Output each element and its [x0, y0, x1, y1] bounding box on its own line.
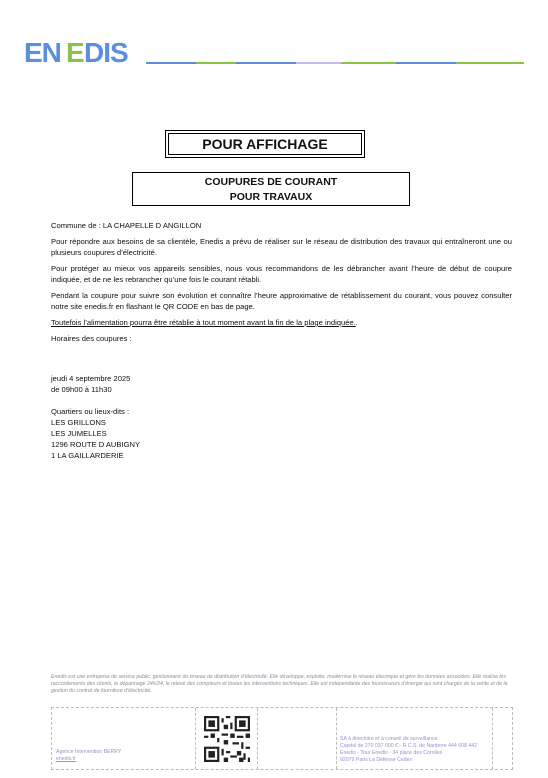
company-line: 92079 Paris La Défense Cedex — [340, 757, 413, 763]
quartier-item: LES JUMELLES — [51, 429, 107, 438]
enedis-logo — [24, 36, 144, 68]
subtitle-line-1: COUPURES DE COURANT — [204, 176, 338, 188]
qr-code-icon[interactable] — [204, 716, 250, 762]
paragraph-1: Pour répondre aux besoins de sa clientèle, Enedis a prévu de réaliser sur le réseau de distribution des travaux qui entraîneront une ou plusieurs coupures d’électricité. — [51, 237, 512, 257]
svg-text:EN: EN — [24, 37, 61, 68]
quartier-item: LES GRILLONS — [51, 418, 106, 427]
paragraph-3: Pendant la coupure pour suivre son évolution et connaître l’heure approximative de rétablissement du courant, vous pouvez consulter notre site enedis.fr en flashant le QR CODE en bas de page. — [51, 291, 512, 311]
commune: Commune de : LA CHAPELLE D ANGILLON — [51, 221, 202, 230]
schedule-date: jeudi 4 septembre 2025 — [51, 374, 131, 383]
subtitle-frame — [132, 172, 410, 206]
schedule-time: de 09h00 à 11h30 — [51, 385, 112, 394]
notice-paragraph — [51, 317, 512, 328]
quartiers-label: Quartiers ou lieux-dits : — [51, 407, 130, 416]
svg-text:E: E — [66, 37, 84, 68]
quartier-item: 1 LA GAILLARDERIE — [51, 451, 124, 460]
footer-disclaimer: Enedis est une entreprise de service public, gestionnaire du réseau de distribution d’électricité. Elle développe, exploite, modernise le réseau électrique et gère les données associées. Elle réalise les raccordements des clients, le dépannage 24h/24, le relevé des compteurs et toutes les interventions techniques. Elle est indépendante des fournisseurs d’énergie qui sont chargés de la vente et de la gestion du contrat de fourniture d’électricité. — [51, 674, 508, 694]
company-line: SA à directoire et à conseil de surveillance — [340, 736, 438, 742]
subtitle-line-2: POUR TRAVAUX — [229, 191, 313, 203]
quartier-item: 1296 ROUTE D AUBIGNY — [51, 440, 141, 449]
notice-end: . — [355, 318, 358, 327]
agency-info — [56, 749, 121, 763]
horaires-label: Horaires des coupures : — [51, 334, 132, 343]
title-frame — [165, 130, 365, 158]
footer-divider — [257, 708, 258, 769]
notice-text: Toutefois l’alimentation pourra être rétablie à tout moment avant la fin de la plage indiquée. — [51, 318, 356, 327]
agency-name: Agence Intervention BERRY — [56, 749, 122, 755]
paragraph-2: Pour protéger au mieux vos appareils sensibles, nous vous recommandons de les débrancher avant l’heure de début de coupure indiquée, et de ne les rebrancher qu’une fois le courant rétabli. — [51, 264, 512, 284]
agency-site[interactable]: enedis.fr — [56, 756, 76, 762]
footer-divider — [336, 708, 337, 769]
quartiers — [51, 406, 512, 461]
company-line: Enedis - Tour Enedis - 34 place des Corolles — [340, 750, 443, 756]
notice-body — [51, 220, 512, 461]
footer-divider — [492, 708, 493, 769]
schedule — [51, 373, 512, 395]
svg-text:DIS: DIS — [84, 37, 128, 68]
brand-line — [146, 62, 524, 65]
footer-box — [51, 707, 513, 770]
company-info — [340, 736, 477, 764]
company-line: Capital de 270 037 000 € - R.C.S. de Nanterre 444 608 442 — [340, 743, 477, 749]
footer-divider — [195, 708, 196, 769]
page-title: POUR AFFICHAGE — [168, 133, 362, 155]
